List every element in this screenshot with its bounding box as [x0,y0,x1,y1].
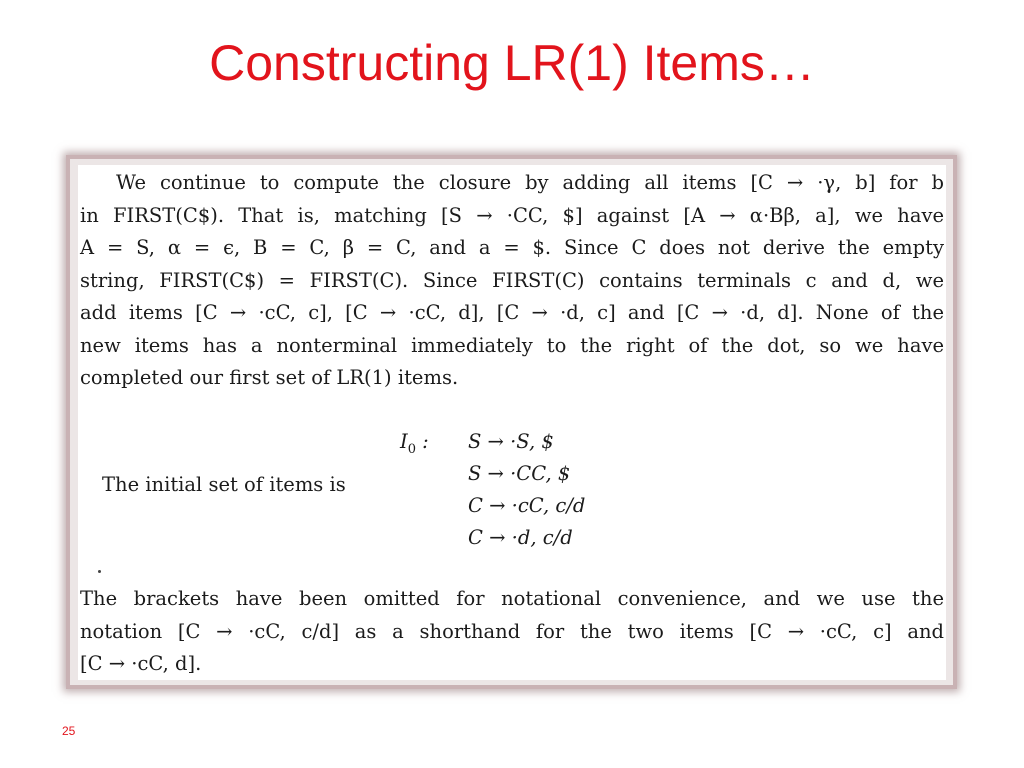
state-colon: : [415,430,429,453]
lr1-item: C → ·cC, c/d [468,494,586,517]
stray-dot [98,570,101,573]
state-letter: I [400,430,408,453]
text-line: A = S, α = ϵ, B = C, β = C, and a = $. Since C does not derive the empty [80,236,944,259]
lr1-item: S → ·S, $ [468,430,554,453]
initial-set-label: The initial set of items is [102,473,346,496]
text-line: add items [C → ·cC, c], [C → ·cC, d], [C → ·d, c] and [C → ·d, d]. None of the [80,301,944,324]
paragraph-closure [80,167,944,395]
slide-title: Constructing LR(1) Items… [209,35,815,91]
text-line: The brackets have been omitted for notational convenience, and we use the [80,587,944,610]
state-subscript: 0 [407,441,416,457]
text-line: [C → ·cC, d]. [80,652,202,675]
text-line: string, FIRST(C$) = FIRST(C). Since FIRST(C) contains terminals c and d, we [80,268,944,292]
text-line: notation [C → ·cC, c/d] as a shorthand for the two items [C → ·cC, c] and [80,619,944,643]
slide-number: 25 [62,724,76,738]
paragraph-notation [80,583,944,680]
state-label-i0 [400,427,429,465]
text-line: in FIRST(C$). That is, matching [S → ·CC, $] against [A → α·Bβ, a], we have [80,203,944,227]
lr1-item: S → ·CC, $ [468,462,571,485]
textbook-excerpt [78,165,946,680]
lr1-item-set [468,427,585,555]
text-line: completed our first set of LR(1) items. [80,366,459,389]
lr1-item: C → ·d, c/d [468,526,573,549]
text-line: We continue to compute the closure by adding all items [C → ·γ, b] for b [116,171,944,194]
text-line: new items has a nonterminal immediately to the right of the dot, so we have [80,333,944,357]
